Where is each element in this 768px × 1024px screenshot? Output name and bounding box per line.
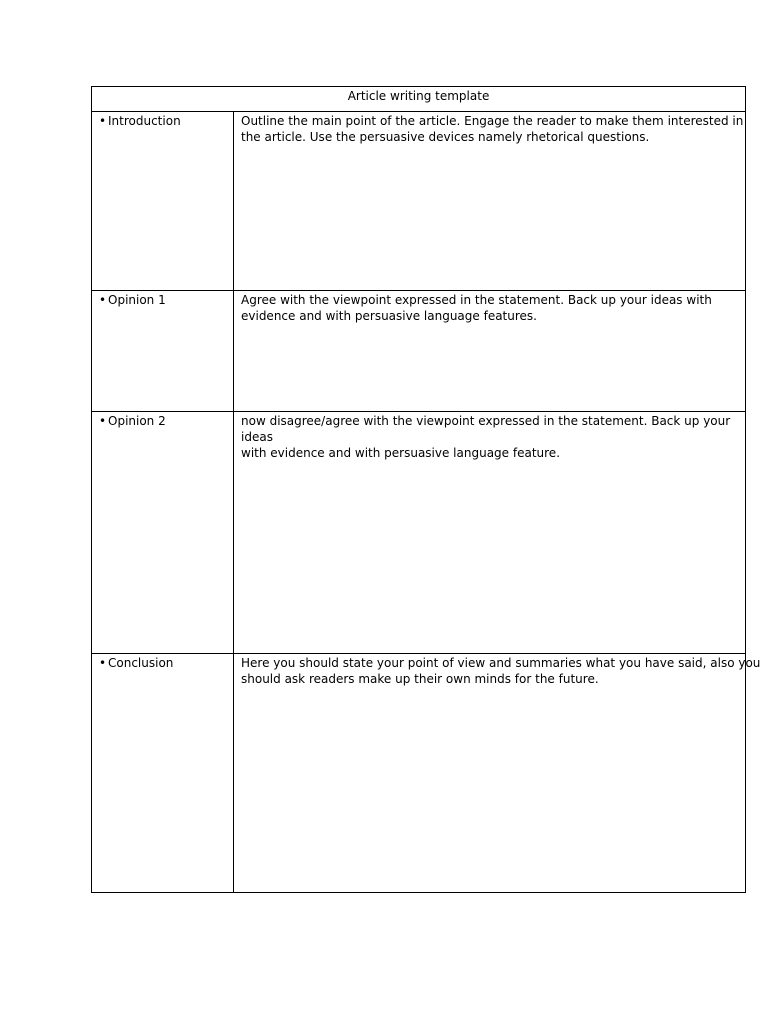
table-row-conclusion <box>92 654 746 893</box>
bullet-marker: • <box>99 414 107 428</box>
body-line: ideas <box>241 430 273 444</box>
body-cell-opinion-1 <box>234 291 746 412</box>
title-cell <box>92 87 746 112</box>
body-line: Agree with the viewpoint expressed in the statement. Back up your ideas with <box>241 293 712 307</box>
body-cell-introduction <box>234 112 746 291</box>
body-line: Outline the main point of the article. Engage the reader to make them interested in <box>241 114 744 128</box>
bullet-marker: • <box>99 656 107 670</box>
body-line: with evidence and with persuasive language feature. <box>241 446 561 460</box>
label-cell-opinion-2 <box>92 412 234 654</box>
body-line: Here you should state your point of view and summaries what you have said, also you <box>241 656 761 670</box>
section-label-conclusion: Conclusion <box>108 656 174 670</box>
table-row-introduction <box>92 112 746 291</box>
body-line: the article. Use the persuasive devices namely rhetorical questions. <box>241 130 650 144</box>
body-line: now disagree/agree with the viewpoint expressed in the statement. Back up your <box>241 414 731 428</box>
table-row-opinion-1 <box>92 291 746 412</box>
section-label-opinion-1: Opinion 1 <box>108 293 166 307</box>
label-cell-opinion-1 <box>92 291 234 412</box>
bullet-marker: • <box>99 293 107 307</box>
body-line: evidence and with persuasive language features. <box>241 309 537 323</box>
body-cell-opinion-2 <box>234 412 746 654</box>
section-label-opinion-2: Opinion 2 <box>108 414 166 428</box>
table-row-opinion-2 <box>92 412 746 654</box>
body-cell-conclusion <box>234 654 761 893</box>
article-template-table <box>91 86 761 893</box>
title-row <box>92 87 746 112</box>
body-line: should ask readers make up their own minds for the future. <box>241 672 599 686</box>
label-cell-introduction <box>92 112 234 291</box>
bullet-marker: • <box>99 114 107 128</box>
label-cell-conclusion <box>92 654 234 893</box>
section-label-introduction: Introduction <box>108 114 181 128</box>
table-title: Article writing template <box>347 89 490 103</box>
